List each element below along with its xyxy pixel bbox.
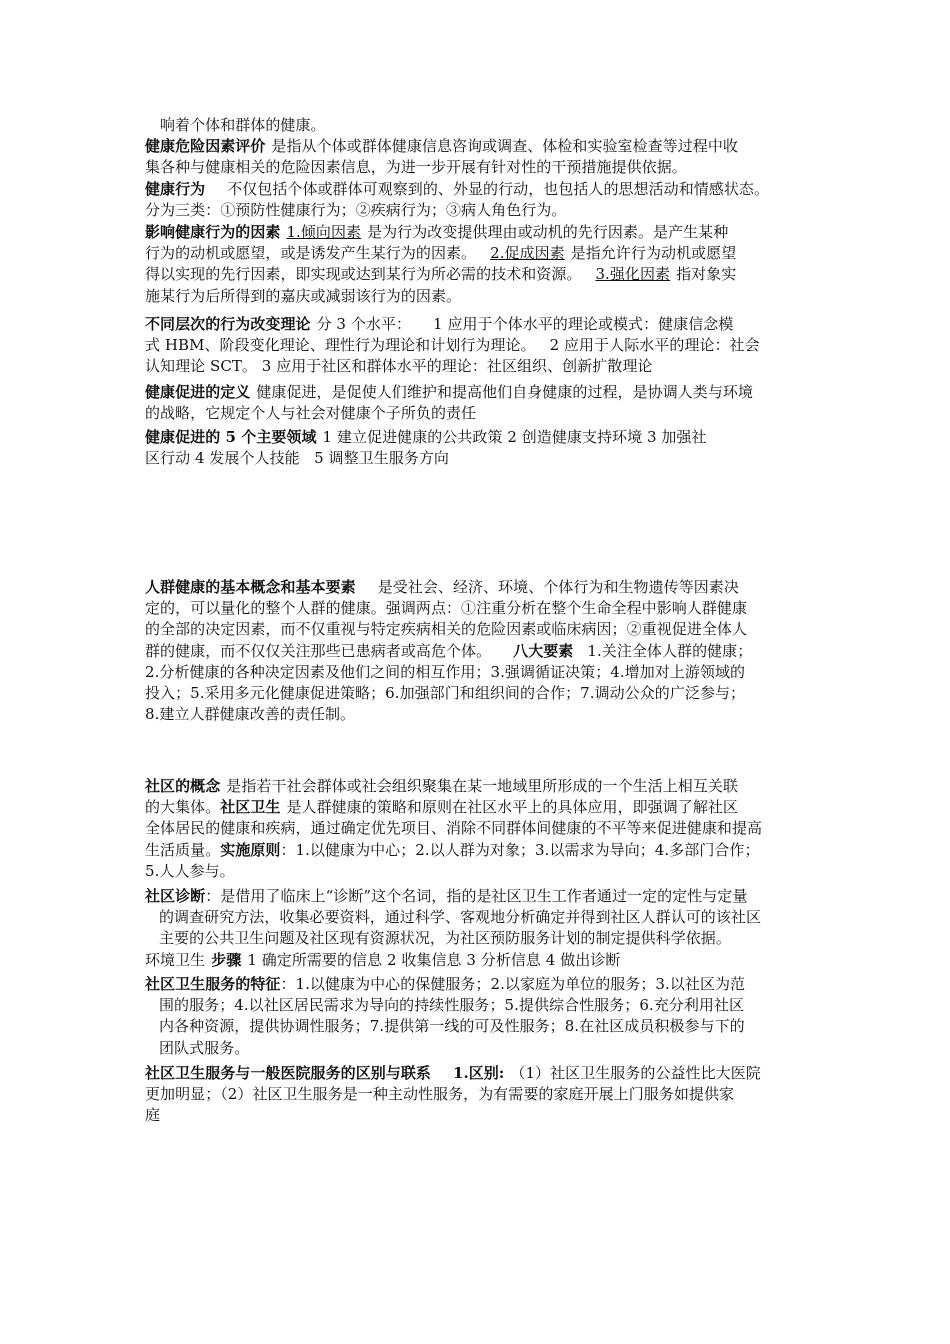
text-line: 施某行为后所得到的嘉庆或减弱该行为的因素。 — [145, 286, 462, 305]
text-line: 更加明显；（2）社区卫生服务是一种主动性服务，为有需要的家庭开展上门服务如提供家 — [145, 1085, 735, 1104]
text-line: 投入；5.采用多元化健康促进策略；6.加强部门和组织间的合作；7.调动公众的广泛参与； — [145, 684, 746, 703]
factor-term: 1.倾向因素 — [286, 223, 362, 241]
text-line: 是指若干社会群体或社会组织聚集在某一地域里所形成的一个生活上相互关联 — [226, 777, 738, 795]
text-line: 分 3 个水平： — [316, 315, 412, 333]
term-title: 健康促进的 5 个主要领域 — [145, 428, 317, 446]
text-line: 生活质量。 — [145, 840, 221, 859]
term-title: 健康促进的定义 — [145, 383, 251, 401]
text-line: 式 HBM、阶段变化理论、理性行为理论和计划行为理论。 — [145, 336, 536, 355]
factor-term: 2.促成因素 — [490, 244, 565, 263]
term-subtitle: 步骤 — [211, 950, 242, 969]
text-line: 5.人人参与。 — [145, 861, 235, 880]
paragraph-community-concept — [145, 776, 825, 882]
paragraph-community-vs-hospital — [145, 1063, 825, 1127]
text-line: 是为行为改变提供理由或动机的先行因素。是产生某种 — [367, 223, 729, 241]
term-subtitle: 社区卫生 — [220, 798, 281, 817]
text-line: 区行动 4 发展个人技能 5 调整卫生服务方向 — [145, 449, 449, 468]
text-line: 是指允许行为动机或愿望 — [570, 244, 737, 263]
paragraph-population-health — [145, 577, 825, 725]
paragraph-behavior-theories — [145, 314, 825, 378]
text-line: 围的服务；4.以社区居民需求为导向的持续性服务；5.提供综合性服务；6.充分利用社区 — [159, 996, 745, 1015]
text-line: 全体居民的健康和疾病，通过确定优先项目、消除不同群体间健康的不平等来促进健康和提高 — [145, 819, 763, 838]
text-line: 的大集体。 — [145, 798, 221, 817]
text-line: 是人群健康的策略和原则在社区水平上的具体应用，即强调了解社区 — [286, 798, 738, 817]
text-line: ：1.以健康为中心的保健服务；2.以家庭为单位的服务；3.以社区为范 — [280, 975, 746, 993]
text-line: 庭 — [145, 1106, 161, 1125]
text-line: 的调查研究方法，收集必要资料，通过科学、客观地分析确定并得到社区人群认可的该社区 — [159, 908, 762, 927]
text-line: （1）社区卫生服务的公益性比大医院 — [510, 1064, 761, 1082]
text-line: 定的，可以量化的整个人群的健康。强调两点：①注重分析在整个生命全程中影响人群健康 — [145, 599, 748, 618]
paragraph-health-behavior — [145, 179, 825, 221]
paragraph-behavior-factors — [145, 222, 825, 307]
term-subtitle: 1.区别: — [452, 1064, 505, 1082]
text-line: 集各种与健康相关的危险因素信息，为进一步开展有针对性的干预措施提供依据。 — [145, 158, 687, 177]
term-title: 人群健康的基本概念和基本要素 — [145, 578, 356, 596]
text-line: ：1.以健康为中心；2.以人群为对象；3.以需求为导向；4.多部门合作； — [280, 840, 760, 859]
text-line: 指对象实 — [676, 265, 737, 284]
term-title: 影响健康行为的因素 — [145, 223, 281, 241]
text-line: 分为三类：①预防性健康行为；②疾病行为；③病人角色行为。 — [145, 201, 567, 220]
paragraph-health-promotion-definition — [145, 382, 825, 424]
term-title: 不同层次的行为改变理论 — [145, 315, 311, 333]
text-line: 响着个体和群体的健康。 — [160, 116, 326, 134]
term-title: 社区卫生服务的特征 — [145, 975, 281, 993]
factor-term: 3.强化因素 — [595, 265, 671, 284]
text-line: 的全部的决定因素，而不仅重视与特定疾病相关的危险因素或临床病因；②重视促进全体人 — [145, 620, 748, 639]
text-line: 健康促进，是促使人们维护和提高他们自身健康的过程，是协调人类与环境 — [256, 383, 754, 401]
paragraph-health-risk-assessment — [145, 136, 825, 178]
text-line: 1 确定所需要的信息 2 收集信息 3 分析信息 4 做出诊断 — [247, 950, 621, 969]
term-subtitle: 实施原则 — [220, 840, 281, 859]
term-title: 健康危险因素评价 — [145, 137, 266, 155]
text-line: 认知理论 SCT。 3 应用于社区和群体水平的理论：社区组织、创新扩散理论 — [145, 357, 653, 376]
text-line: 的战略，它规定个人与社会对健康个子所负的责任 — [145, 404, 477, 423]
term-subtitle: 八大要素 — [513, 641, 574, 660]
text-line: 内各种资源，提供协调性服务；7.提供第一线的可及性服务；8.在社区成员积极参与下的 — [159, 1017, 745, 1036]
text-line: 1.关注全体人群的健康； — [587, 641, 753, 660]
text-line: 群的健康，而不仅仅关注那些已患病者或高危个体。 — [145, 641, 492, 660]
term-title: 社区诊断 — [145, 887, 206, 905]
text-line: 2 应用于人际水平的理论：社会 — [549, 336, 760, 355]
paragraph-continuation — [160, 115, 840, 136]
term-title: 社区卫生服务与一般医院服务的区别与联系 — [145, 1064, 431, 1082]
text-line: ：是借用了临床上“诊断”这个名词，指的是社区卫生工作者通过一定的定性与定量 — [205, 887, 748, 905]
text-line: 是受社会、经济、环境、个体行为和生物遗传等因素决 — [377, 578, 739, 596]
text-line: 8.建立人群健康改善的责任制。 — [145, 705, 356, 724]
text-line: 团队式服务。 — [159, 1038, 250, 1057]
term-title: 健康行为 — [145, 180, 206, 198]
term-title: 社区的概念 — [145, 777, 221, 795]
text-line: 环境卫生 — [145, 950, 206, 969]
paragraph-health-promotion-areas — [145, 427, 825, 469]
text-line: 主要的公共卫生问题及社区现有资源状况，为社区预防服务计划的制定提供科学依据。 — [159, 929, 731, 948]
text-line: 是指从个体或群体健康信息咨询或调查、体检和实验室检查等过程中收 — [271, 137, 738, 155]
text-line: 2.分析健康的各种决定因素及他们之间的相互作用；3.强调循证决策；4.增加对上游领域的 — [145, 662, 746, 681]
text-line: 得以实现的先行因素，即实现或达到某行为所必需的技术和资源。 — [145, 265, 582, 284]
paragraph-community-service-features — [145, 974, 825, 1059]
paragraph-community-diagnosis — [145, 886, 825, 971]
text-line: 1 建立促进健康的公共政策 2 创造健康支持环境 3 加强社 — [322, 428, 707, 446]
text-line: 1 应用于个体水平的理论或模式：健康信念模 — [433, 315, 734, 333]
text-line: 不仅包括个体或群体可观察到的、外显的行动，也包括人的思想活动和情感状态。 — [227, 180, 770, 198]
text-line: 行为的动机或愿望，或是诱发产生某行为的因素。 — [145, 244, 477, 263]
